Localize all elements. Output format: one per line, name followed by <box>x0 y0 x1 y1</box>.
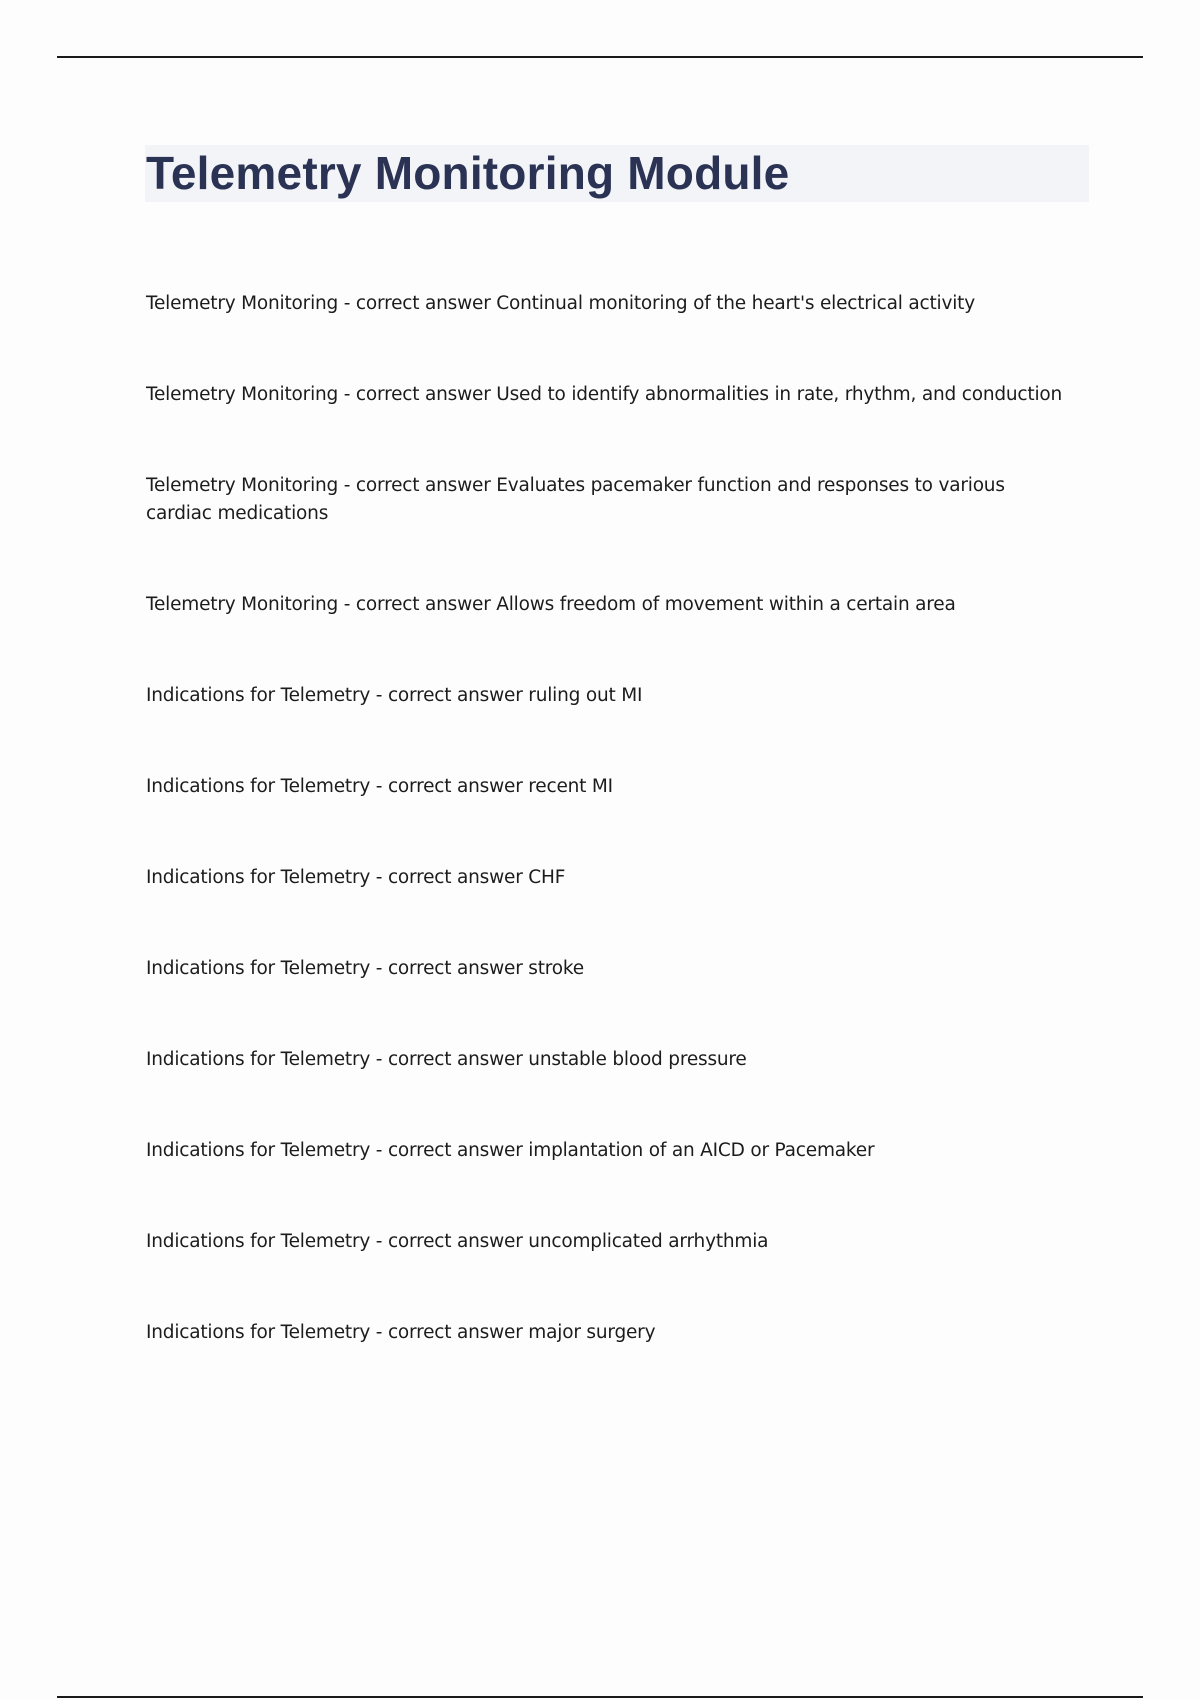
qa-entry: Indications for Telemetry - correct answer ruling out MI <box>146 685 643 706</box>
qa-entry: Indications for Telemetry - correct answer recent MI <box>146 776 613 797</box>
page-title: Telemetry Monitoring Module <box>146 147 790 199</box>
qa-entry: Indications for Telemetry - correct answer implantation of an AICD or Pacemaker <box>146 1140 875 1161</box>
qa-entry: Indications for Telemetry - correct answer unstable blood pressure <box>146 1049 747 1070</box>
qa-entry: Telemetry Monitoring - correct answer Allows freedom of movement within a certain area <box>146 594 956 615</box>
bottom-divider <box>57 1696 1143 1698</box>
qa-entry: Indications for Telemetry - correct answer uncomplicated arrhythmia <box>146 1231 769 1252</box>
qa-entry: Indications for Telemetry - correct answer stroke <box>146 958 584 979</box>
qa-entry: Telemetry Monitoring - correct answer Continual monitoring of the heart's electrical activity <box>146 293 975 314</box>
qa-list <box>146 290 1066 1410</box>
qa-entry: Telemetry Monitoring - correct answer Used to identify abnormalities in rate, rhythm, and conduction <box>146 384 1063 405</box>
top-divider <box>57 56 1143 58</box>
qa-entry: Indications for Telemetry - correct answer major surgery <box>146 1322 656 1343</box>
qa-entry: Indications for Telemetry - correct answer CHF <box>146 867 566 888</box>
qa-entry: Telemetry Monitoring - correct answer Evaluates pacemaker function and responses to various cardiac medications <box>146 475 1005 524</box>
